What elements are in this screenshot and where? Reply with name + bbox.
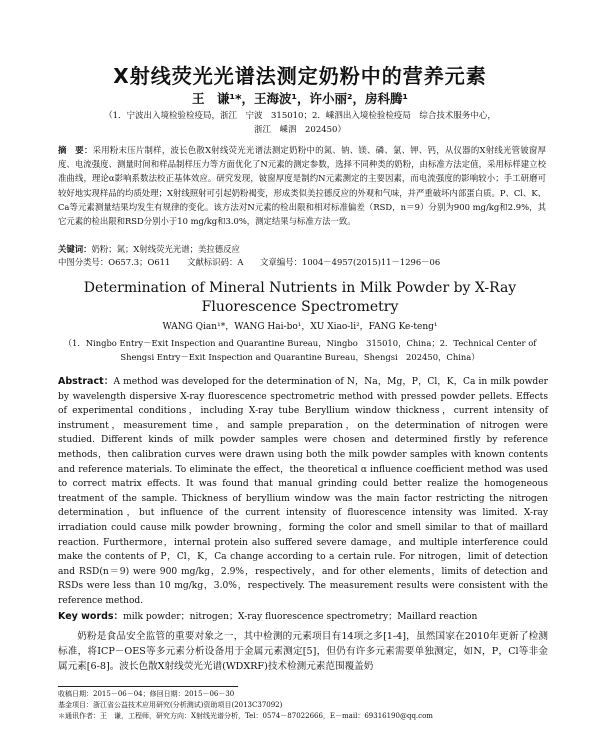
chinese-abstract-label: 摘 要： — [58, 145, 93, 155]
english-authors: WANG Qian¹*，WANG Hai-bo¹，XU Xiao-li²，FANG Ke-teng¹ — [162, 322, 438, 332]
chinese-keywords-text: 奶粉；氮；X射线荧光光谱；美拉德反应 — [91, 244, 240, 254]
chinese-title: X射线荧光光谱法测定奶粉中的营养元素 — [113, 64, 487, 88]
footnote-divider — [58, 686, 238, 687]
english-title — [60, 279, 540, 317]
english-keywords-label: Key words： — [58, 611, 124, 622]
chinese-authors: 王 谦¹*，王海波¹，许小丽²，房科腾¹ — [192, 91, 408, 106]
classification-info: 中图分类号：O657.3；O611 文献标识码：A 文章编号：1004－4957(2015)11－1296－06 — [58, 257, 441, 267]
english-abstract-label: Abstract： — [58, 376, 114, 387]
english-title-line-2: Fluorescence Spectrometry — [201, 299, 399, 315]
chinese-keywords — [58, 243, 546, 256]
chinese-keywords-label: 关键词： — [58, 244, 92, 254]
english-title-line-1: Determination of Mineral Nutrients in Milk Powder by X-Ray — [83, 280, 517, 296]
english-keywords-text: milk powder；nitrogen；X-ray fluorescence spectrometry；Maillard reaction — [123, 612, 478, 622]
english-affiliation-line-1: （1．Ningbo Entry－Exit Inspection and Quarantine Bureau，Ningbo 315010，China；2．Technical Center of — [63, 338, 537, 348]
body-paragraph: 奶粉是食品安全监管的重要对象之一，其中检测的元素项目有14项之多[1-4]，虽然国家在2010年更新了检测标准，将ICP－OES等多元素分析设备用于金属元素测定[5]，但仍有许多元素需要单独测定，如N，P，Cl等非金属元素[6-8]。波长色散X射线荧光光谱(WDXRF)技术检测元素范围覆盖奶 — [58, 631, 548, 672]
chinese-abstract-text: 采用粉末压片制样，波长色散X射线荧光光谱法测定奶粉中的氮、钠、镁、磷、氯、钾、钙，从仪器的X射线光管铍窗厚度、电流强度、测量时间和样品制样压力等方面优化了N元素的测定参数，选择不同种类的奶粉，由标准方法定值，采用标样建立校准曲线，理论α影响系数法校正基体效应。研究发现，铍窗厚度是制约N元素测定的主要因素，而电流强度的影响较小；手工研磨可较好地实现样品的均质处理；X射线照射可引起奶粉褐变，形成类似美拉德反应的外观和气味，并严重破坏内部蛋白质。P、Cl、K、Ca等元素测量结果均发生有规律的变化。该方法对N元素的检出限和相对标准偏差（RSD，n＝9）分别为900 mg/kg和2.9%，其它元素的检出限和RSD分别小于10 mg/kg和3.0%，测定结果与标准方法一致。 — [58, 145, 547, 227]
chinese-affiliation-line-1: （1．宁波出入境检验检疫局，浙江 宁波 315010；2．嵊泗出入境检验检疫局 综合技术服务中心， — [104, 111, 496, 121]
chinese-affiliation-line-2: 浙江 嵊泗 202450） — [254, 125, 346, 135]
footnotes — [58, 689, 548, 722]
english-affiliations — [60, 336, 540, 364]
english-keywords — [58, 610, 548, 624]
english-abstract-text: A method was developed for the determination of N，Na，Mg，P，Cl，K，Ca in milk powder by wavelength dispersive X-ray fluorescence spectrometric method with pressed powder pellets. Effects of experimental conditions，including X-ray tube Beryllium window thickness，current intensity of instrument，measurement time，and sample preparation，on the determination of nitrogen were studied. Different kinds of milk powder samples were chosen and determined firstly by reference methods，then calibration curves were drawn using both the milk powder samples with known contents and reference materials. To eliminate the effect，the theoretical α influence coefficient method was used to correct matrix effects. It was found that manual grinding could better realize the homogeneous treatment of the sample. Thickness of beryllium window was the main factor restricting the nitrogen determination，but influence of the current intensity of fluorescence intensity was limited. X-ray irradiation could cause milk powder browning，forming the color and smell similar to that of maillard reaction. Furthermore，internal protein also suffered severe damage，and multiple interference could make the contents of P，Cl，K，Ca change according to a certain rule. For nitrogen，limit of detection and RSD(n＝9) were 900 mg/kg，2.9%，respectively，and for other elements，limits of detection and RSDs were less than 10 mg/kg，3.0%，respectively. The measurement results were consistent with the reference method. — [58, 377, 548, 606]
chinese-abstract — [58, 143, 546, 228]
chinese-affiliations — [60, 109, 540, 137]
english-affiliation-line-2: Shengsi Entry－Exit Inspection and Quarantine Bureau，Shengsi 202450，China） — [120, 352, 480, 362]
footnote-correspondence: ＊通讯作者：王 谦，工程师，研究方向：X射线光谱分析，Tel：0574－87022666，E－mail：69316190@qq.com — [58, 712, 433, 720]
footnote-received-date: 收稿日期：2015－06－04；修回日期：2015－06－30 — [58, 690, 235, 698]
footnote-fund: 基金项目：浙江省公益技术应用研究(分析测试)资助项目(2013C37092) — [58, 701, 283, 709]
english-abstract — [58, 375, 548, 609]
